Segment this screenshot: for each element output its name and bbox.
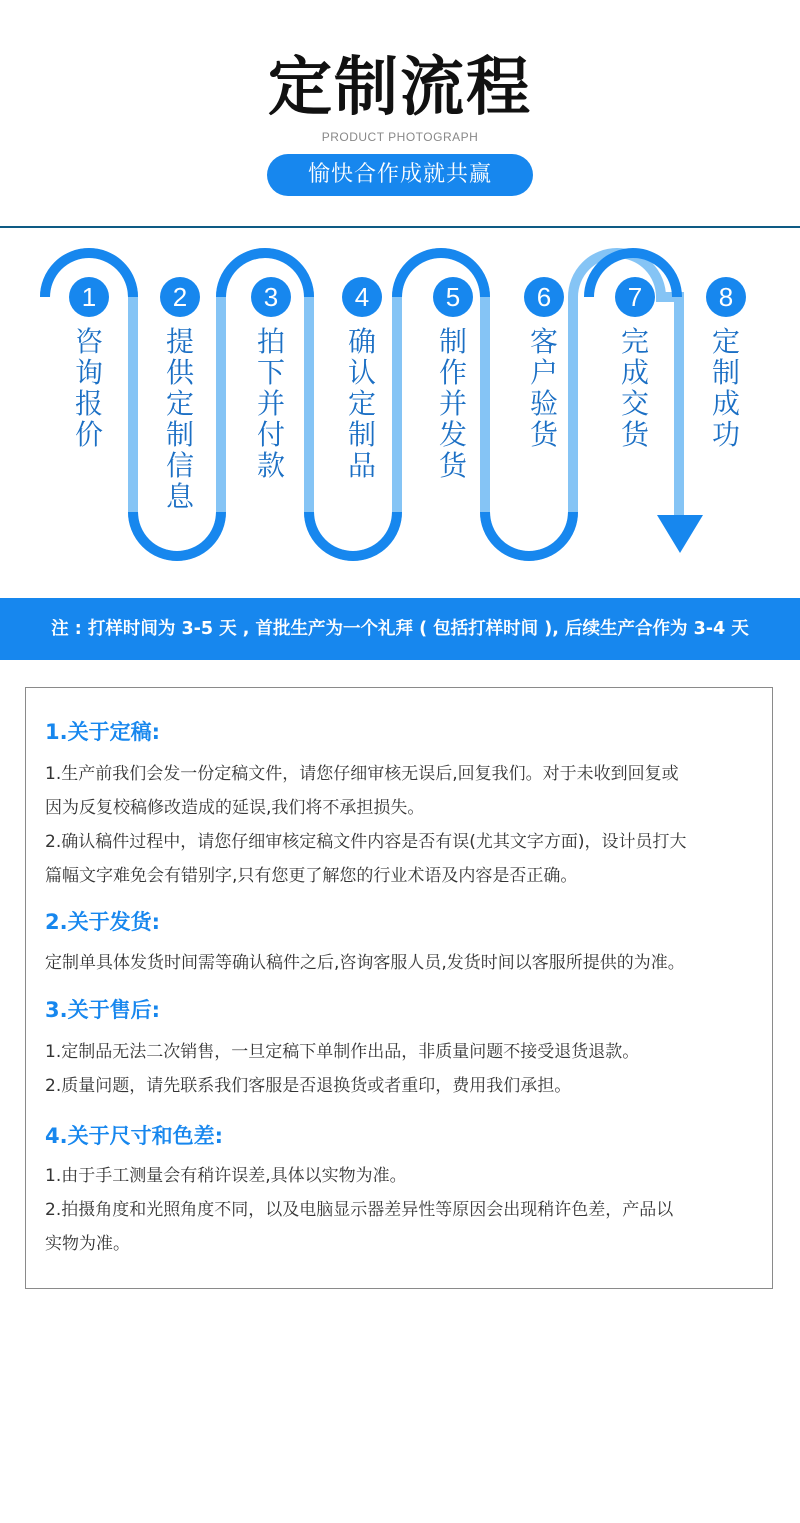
- flow-arc-bottom-3: [485, 512, 573, 556]
- step-1-label: 咨询报价: [74, 325, 103, 451]
- page-subtitle-en: PRODUCT PHOTOGRAPH: [321, 130, 479, 144]
- step-3-label: 拍下并付款: [256, 325, 285, 482]
- section-text-proof: [45, 757, 761, 893]
- step-6-label: 客户验货: [529, 325, 558, 451]
- section-title-aftersales: 3.关于售后:: [45, 998, 160, 1022]
- section-title-size-color: 4.关于尺寸和色差:: [45, 1124, 223, 1148]
- flow-path: [0, 240, 800, 570]
- process-flow: [0, 240, 800, 570]
- section-title-proof: 1.关于定稿:: [45, 720, 160, 744]
- header-divider: [0, 226, 800, 228]
- terms-box: [25, 687, 773, 1289]
- step-1-number: 1: [69, 277, 109, 317]
- step-5-number: 5: [433, 277, 473, 317]
- step-4-label: 确认定制品: [347, 325, 376, 482]
- slogan-pill: 愉快合作成就共赢: [267, 154, 533, 196]
- text-line: 因为反复校稿修改造成的延误,我们将不承担损失。: [45, 798, 425, 818]
- step-2-number: 2: [160, 277, 200, 317]
- step-4-number: 4: [342, 277, 382, 317]
- step-7-number: 7: [615, 277, 655, 317]
- text-line: 篇幅文字难免会有错别字,只有您更了解您的行业术语及内容是否正确。: [45, 866, 578, 886]
- text-line: 2.确认稿件过程中，请您仔细审核定稿文件内容是否有误(尤其文字方面)，设计员打大: [45, 832, 687, 852]
- step-2-label: 提供定制信息: [165, 325, 194, 513]
- text-line: 1.由于手工测量会有稍许误差,具体以实物为准。: [45, 1166, 407, 1186]
- section-text-shipping: [45, 946, 761, 980]
- text-line: 2.质量问题，请先联系我们客服是否退换货或者重印，费用我们承担。: [45, 1076, 572, 1096]
- note-bar: 注 : 打样时间为 3-5 天 , 首批生产为一个礼拜 ( 包括打样时间 ), 后续生产合作为 3-4 天: [0, 598, 800, 660]
- text-line: 定制单具体发货时间需等确认稿件之后,咨询客服人员,发货时间以客服所提供的为准。: [45, 953, 685, 973]
- flow-arc-bottom-2: [309, 512, 397, 556]
- step-5-label: 制作并发货: [438, 325, 467, 482]
- flow-arc-bottom-1: [133, 512, 221, 556]
- step-8-number: 8: [706, 277, 746, 317]
- step-6-number: 6: [524, 277, 564, 317]
- step-8-label: 定制成功: [711, 325, 740, 451]
- text-line: 1.定制品无法二次销售，一旦定稿下单制作出品，非质量问题不接受退货退款。: [45, 1042, 640, 1062]
- section-text-size-color: [45, 1159, 761, 1261]
- text-line: 2.拍摄角度和光照角度不同，以及电脑显示器差异性等原因会出现稍许色差，产品以: [45, 1200, 674, 1220]
- flow-arrow-head: [657, 515, 703, 553]
- text-line: 1.生产前我们会发一份定稿文件，请您仔细审核无误后,回复我们。对于未收到回复或: [45, 764, 679, 784]
- step-7-label: 完成交货: [620, 325, 649, 451]
- step-3-number: 3: [251, 277, 291, 317]
- page-title: 定制流程: [268, 50, 532, 125]
- section-title-shipping: 2.关于发货:: [45, 910, 160, 934]
- text-line: 实物为准。: [45, 1234, 130, 1254]
- section-text-aftersales: [45, 1035, 761, 1103]
